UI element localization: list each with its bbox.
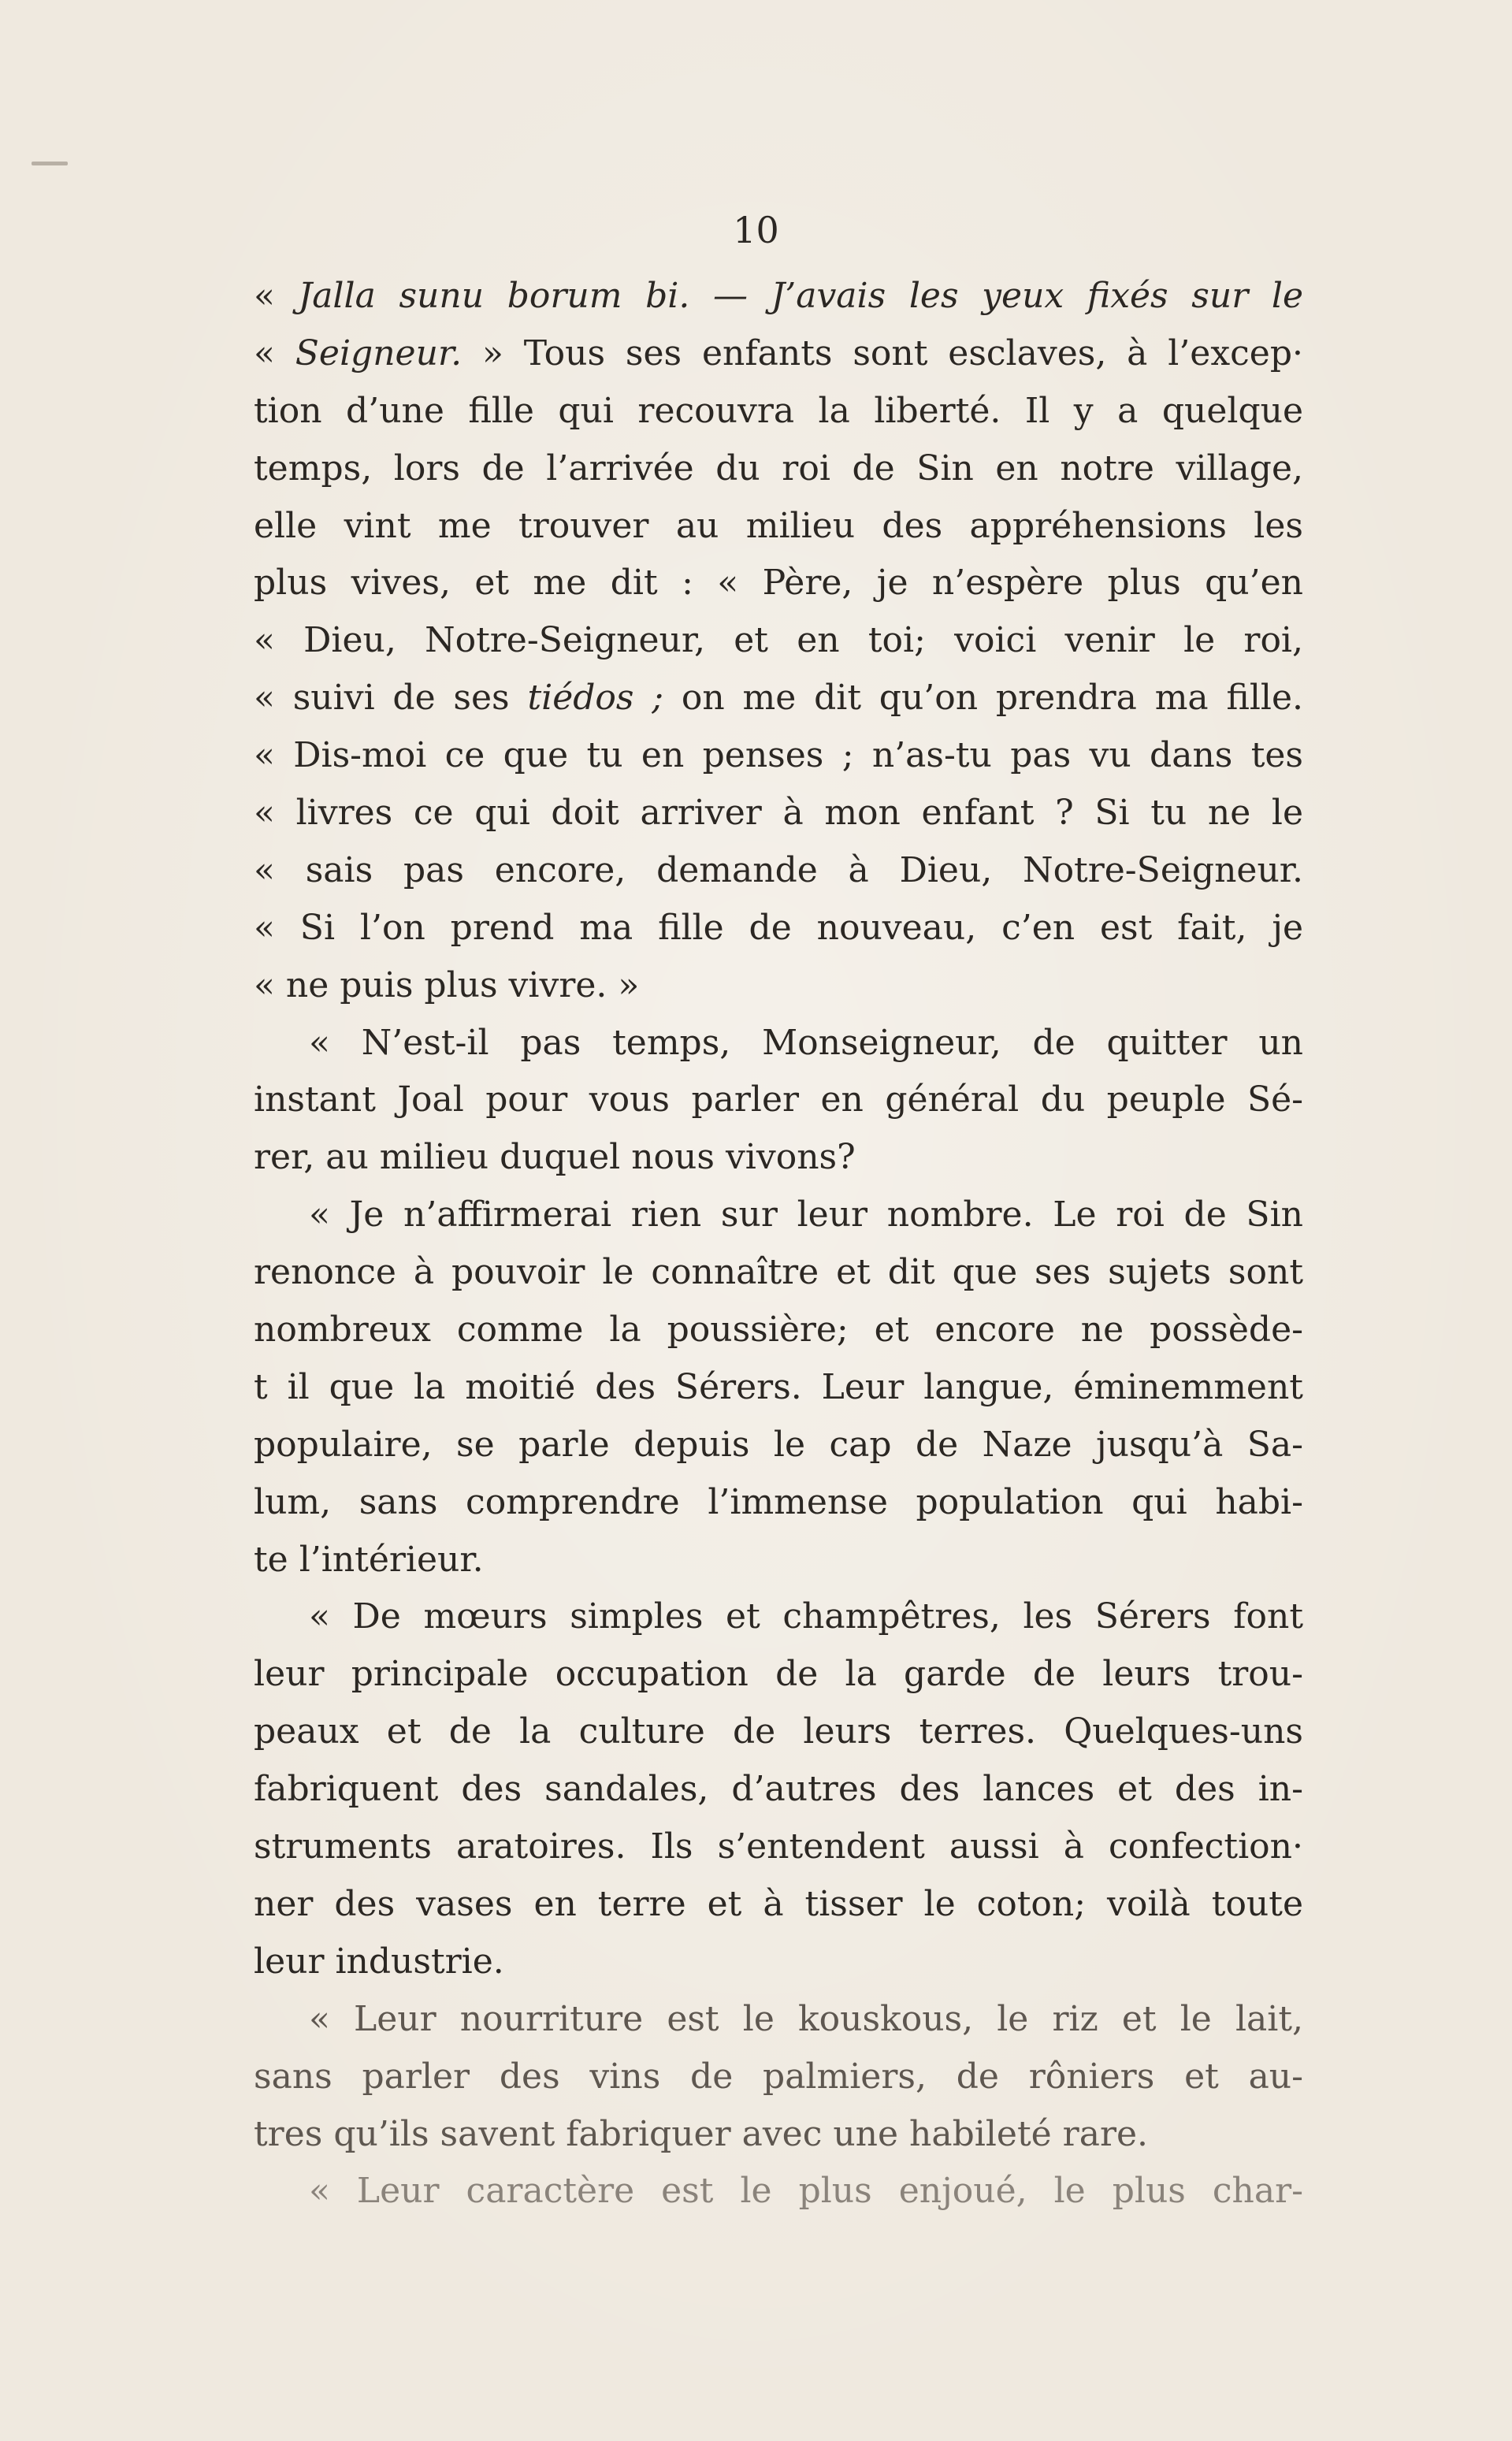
text-line: « suivi de ses tiédos ; on me dit qu’on prendra ma fille. bbox=[254, 678, 1303, 719]
text-line: peaux et de la culture de leurs terres. Quelques-uns bbox=[254, 1711, 1303, 1752]
text-line: leur industrie. bbox=[254, 1941, 504, 1982]
text-line: tres qu’ils savent fabriquer avec une habileté rare. bbox=[254, 2113, 1148, 2154]
text-line: fabriquent des sandales, d’autres des lances et des in- bbox=[254, 1769, 1303, 1810]
text-line: t il que la moitié des Sérers. Leur langue, éminemment bbox=[254, 1366, 1303, 1407]
text-line: « Je n’affirmerai rien sur leur nombre. Le roi de Sin bbox=[309, 1194, 1303, 1235]
text-line: « Dieu, Notre-Seigneur, et en toi; voici venir le roi, bbox=[254, 620, 1303, 661]
text-line: « sais pas encore, demande à Dieu, Notre-Seigneur. bbox=[254, 849, 1303, 890]
text-line: tion d’une fille qui recouvra la liberté. Il y a quelque bbox=[254, 390, 1303, 431]
body-text bbox=[254, 268, 1303, 2220]
text-line: instant Joal pour vous parler en général du peuple Sé- bbox=[254, 1079, 1303, 1120]
text-line: struments aratoires. Ils s’entendent aussi à confection· bbox=[254, 1826, 1303, 1867]
margin-mark bbox=[32, 162, 68, 165]
text-line: leur principale occupation de la garde de leurs trou- bbox=[254, 1654, 1303, 1695]
page-number: 10 bbox=[733, 209, 779, 251]
text-line: « ne puis plus vivre. » bbox=[254, 964, 640, 1005]
text-line: « Dis-moi ce que tu en penses ; n’as-tu pas vu dans tes bbox=[254, 735, 1303, 776]
text-line: « N’est-il pas temps, Monseigneur, de quitter un bbox=[309, 1022, 1303, 1063]
text-line: elle vint me trouver au milieu des appréhensions les bbox=[254, 505, 1303, 546]
text-line: « Si l’on prend ma fille de nouveau, c’en est fait, je bbox=[254, 907, 1303, 948]
text-line: te l’intérieur. bbox=[254, 1539, 484, 1580]
text-line: lum, sans comprendre l’immense population qui habi- bbox=[254, 1481, 1303, 1522]
text-line: « Jalla sunu borum bi. — J’avais les yeux fixés sur le bbox=[254, 276, 1303, 316]
text-line: sans parler des vins de palmiers, de rôniers et au- bbox=[254, 2056, 1303, 2097]
text-line: populaire, se parle depuis le cap de Naze jusqu’à Sa- bbox=[254, 1424, 1303, 1465]
text-line: « Seigneur. » Tous ses enfants sont esclaves, à l’excep· bbox=[254, 333, 1303, 373]
text-line: plus vives, et me dit : « Père, je n’espère plus qu’en bbox=[254, 563, 1303, 604]
text-line: « Leur caractère est le plus enjoué, le plus char- bbox=[309, 2171, 1303, 2212]
text-line: rer, au milieu duquel nous vivons? bbox=[254, 1137, 856, 1178]
text-line: temps, lors de l’arrivée du roi de Sin en notre village, bbox=[254, 448, 1303, 489]
text-line: « De mœurs simples et champêtres, les Sérers font bbox=[309, 1596, 1303, 1637]
text-line: nombreux comme la poussière; et encore ne possède- bbox=[254, 1310, 1303, 1351]
text-line: « livres ce qui doit arriver à mon enfant ? Si tu ne le bbox=[254, 793, 1303, 834]
text-line: ner des vases en terre et à tisser le coton; voilà toute bbox=[254, 1883, 1303, 1924]
text-line: « Leur nourriture est le kouskous, le riz et le lait, bbox=[309, 1998, 1303, 2039]
text-line: renonce à pouvoir le connaître et dit que ses sujets sont bbox=[254, 1252, 1303, 1293]
